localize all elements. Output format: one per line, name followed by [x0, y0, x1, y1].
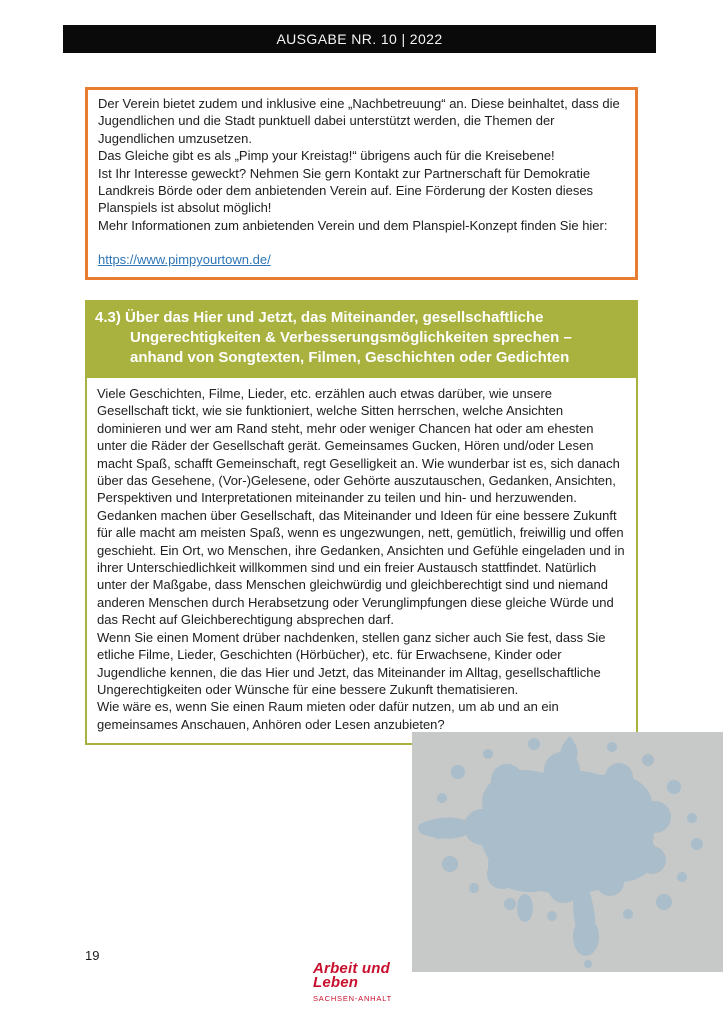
info-paragraph: Ist Ihr Interesse geweckt? Nehmen Sie gern Kontakt zur Partnerschaft für Demokratie Landkreis Börde oder dem anbietenden Verein auf. Eine Förderung der Kosten dieses Planspiels ist absolut möglich! [98, 165, 594, 216]
body-paragraph: Wie wäre es, wenn Sie einen Raum mieten oder dafür nutzen, um ab und an ein gemeinsames Anschauen, Anhören oder Lesen anzubieten? [97, 699, 559, 732]
arbeit-und-leben-logo [313, 962, 392, 1003]
pimpyourtown-link[interactable]: https://www.pimpyourtown.de/ [98, 252, 271, 268]
issue-title: AUSGABE NR. 10 | 2022 [276, 31, 443, 47]
info-paragraph: Der Verein bietet zudem und inklusive eine „Nachbetreuung“ an. Diese beinhaltet, dass die Jugendlichen und die Stadt punktuell dabei unterstützt werden, die Themen der Jugendlichen umzusetzen. [98, 96, 620, 146]
blank-line [98, 234, 625, 251]
section-4-3-header [85, 300, 638, 376]
logo-subtitle: SACHSEN-ANHALT [313, 994, 392, 1003]
section-title-text: Über das Hier und Jetzt, das Miteinander, gesellschaftliche Ungerechtigkeiten & Verbesserungsmöglichkeiten sprechen – anhand von Songtexten, Filmen, Geschichten oder Gedichten [125, 309, 572, 366]
ink-splat-icon [412, 732, 723, 972]
decorative-gray-panel [412, 732, 723, 972]
issue-header-bar [63, 25, 656, 53]
info-paragraph: Das Gleiche gibt es als „Pimp your Kreistag!“ übrigens auch für die Kreisebene! [98, 148, 555, 164]
section-title [95, 308, 626, 368]
section-4-3-body-box [85, 376, 638, 745]
info-paragraph: Mehr Informationen zum anbietenden Verein und dem Planspiel-Konzept finden Sie hier: [98, 217, 608, 233]
body-paragraph: Wenn Sie einen Moment drüber nachdenken, stellen ganz sicher auch Sie fest, dass Sie etliche Filme, Lieder, Geschichten (Hörbücher), etc. für Erwachsene, Kinder oder Jugendliche kennen, die das Hier und Jetzt, das Miteinander im Alltag, gesellschaftliche Ungerechtigkeiten oder Wünsche für eine bessere Zukunft thematisieren. [97, 629, 606, 697]
section-number: 4.3) [95, 309, 121, 326]
page-number: 19 [85, 948, 100, 963]
logo-text-line1: Arbeit und [313, 960, 390, 977]
body-paragraph: Viele Geschichten, Filme, Lieder, etc. erzählen auch etwas darüber, wie unsere Gesellschaft tickt, wie sie funktioniert, welche Sitten herrschen, welche Ansichten dominieren und wer am Rand steht, mehr oder weniger Chancen hat oder am ehesten unter die Räder der Gesellschaft gerät. Gemeinsames Gucken, Hören und/oder Lesen macht Spaß, schafft Gemeinschaft, regt Geselligkeit an. Wie wunderbar ist es, sich danach über das Gesehene, (Vor-)Gelesene, oder Gehörte auszutauschen, Gedanken, Ansichten, Perspektiven und Interpretationen miteinander zu teilen und hin- und herzuwenden. [97, 386, 620, 506]
planspiel-info-box [85, 87, 638, 280]
body-paragraph: Gedanken machen über Gesellschaft, das Miteinander und Ideen für eine bessere Zukunft für alle macht am meisten Spaß, wenn es ungezwungen, nett, gemütlich, freiwillig und offen geschieht. Ein Ort, wo Menschen, ihre Gedanken, Ansichten und Gefühle eingeladen und in ihrer Unterschiedlichkeit willkommen sind und ein freier Austausch stattfindet. Natürlich unter der Maßgabe, dass Menschen gleichwürdig und gleichberechtigt sind und niemand anderen Menschen durch Herabsetzung oder Verunglimpfungen diese gleiche Würde und das Recht auf Gleichberechtigung absprechen darf. [97, 507, 625, 628]
logo-text-line2: Leben [313, 974, 359, 991]
